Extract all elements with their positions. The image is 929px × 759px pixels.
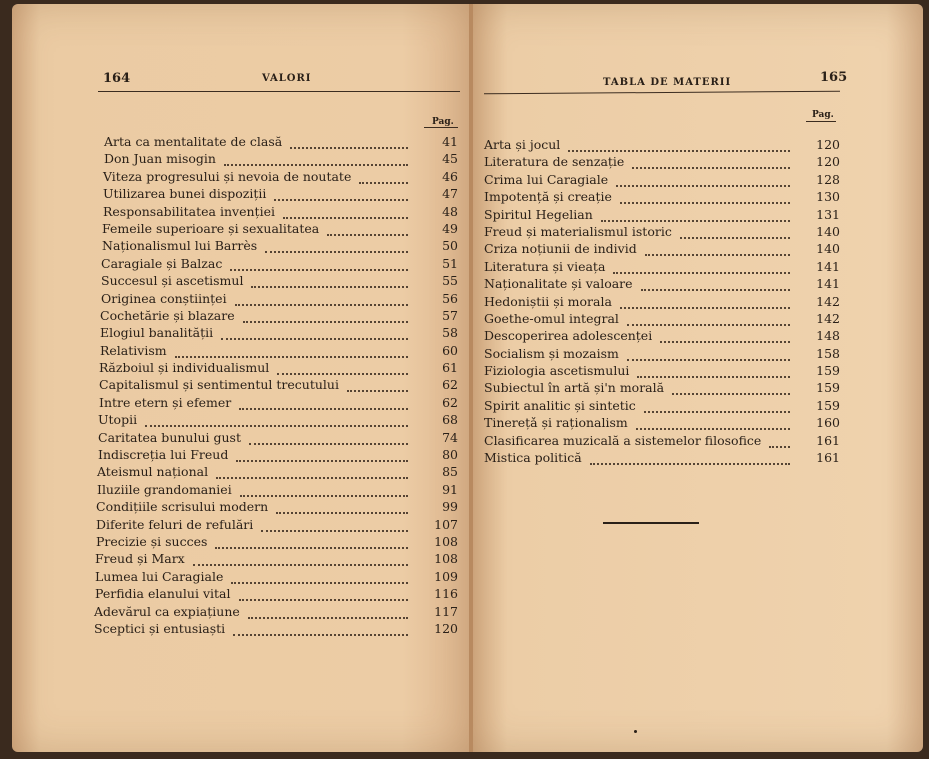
toc-entry-page: 159 (816, 397, 840, 413)
toc-entry-page: 108 (434, 533, 458, 549)
left-header-rule (98, 91, 460, 92)
toc-entry-page: 140 (816, 241, 840, 257)
toc-entry (484, 171, 842, 188)
toc-entry-title: Elogiul banalității (100, 325, 214, 341)
toc-entry (484, 414, 842, 431)
toc-entry-page: 46 (442, 168, 458, 184)
toc-leader-dots (193, 553, 408, 566)
toc-entry-page: 61 (442, 360, 458, 376)
toc-leader-dots (645, 243, 790, 256)
toc-entry-page: 161 (816, 450, 840, 466)
toc-leader-dots (627, 348, 790, 361)
toc-entry-title: Arta ca mentalitate de clasă (104, 134, 283, 149)
toc-entry-title: Literatura de senzație (484, 154, 625, 170)
toc-entry-page: 120 (434, 620, 458, 636)
toc-entry-title: Adevărul ca expiațiune (94, 603, 240, 619)
toc-entry-title: Freud și materialismul istoric (484, 223, 672, 239)
toc-entry-page: 159 (816, 380, 840, 396)
toc-entry-page: 62 (442, 394, 458, 410)
toc-entry (97, 481, 460, 498)
toc-leader-dots (601, 209, 790, 222)
toc-entry-title: Femeile superioare și sexualitatea (102, 220, 320, 236)
toc-entry-title: Relativism (100, 342, 167, 358)
toc-entry (96, 533, 460, 550)
toc-entry-title: Mistica politică (484, 450, 582, 466)
toc-entry-page: 140 (816, 223, 840, 239)
toc-entry-page: 74 (442, 429, 458, 445)
toc-entry-page: 128 (816, 171, 840, 187)
toc-entry-page: 57 (442, 307, 458, 323)
right-pag-underline (806, 121, 836, 122)
toc-entry-page: 107 (434, 516, 458, 532)
toc-entry-page: 141 (816, 276, 840, 292)
toc-entry-title: Capitalismul și sentimentul trecutului (99, 377, 339, 393)
toc-entry-title: Caragiale și Balzac (101, 255, 223, 271)
toc-entry-title: Subiectul în artă și'n morală (484, 380, 665, 396)
toc-entry-title: Criza noțiunii de individ (484, 241, 637, 257)
toc-entry-page: 148 (816, 328, 840, 344)
toc-entry (484, 188, 842, 205)
right-toc (0, 136, 842, 466)
toc-entry-page: 161 (816, 432, 840, 448)
toc-leader-dots (672, 382, 790, 395)
toc-entry-title: Caritatea bunului gust (98, 429, 241, 445)
toc-entry (484, 153, 842, 170)
toc-entry (484, 136, 842, 153)
toc-leader-dots (239, 588, 408, 601)
toc-entry-page: 99 (442, 499, 458, 515)
toc-entry-title: Spiritul Hegelian (484, 206, 593, 222)
toc-leader-dots (240, 484, 408, 497)
toc-entry (484, 397, 842, 414)
toc-entry-title: Literatura și vieața (484, 258, 606, 274)
toc-entry-title: Naționalismul lui Barrès (102, 238, 258, 254)
toc-leader-dots (216, 466, 408, 479)
toc-entry (484, 362, 842, 379)
toc-entry-title: Goethe-omul integral (484, 310, 619, 326)
toc-leader-dots (636, 417, 790, 430)
toc-entry-page: 160 (816, 415, 840, 431)
toc-leader-dots (660, 330, 790, 343)
toc-entry-page: 45 (442, 151, 458, 167)
toc-entry-page: 120 (816, 154, 840, 170)
toc-entry-page: 116 (434, 586, 458, 602)
toc-entry-title: Don Juan misogin (104, 151, 216, 167)
toc-entry-title: Succesul și ascetismul (101, 273, 244, 289)
toc-entry-page: 158 (816, 345, 840, 361)
toc-leader-dots (231, 571, 408, 584)
toc-entry-page: 109 (434, 568, 458, 584)
toc-leader-dots (637, 365, 790, 378)
toc-entry-page: 80 (442, 447, 458, 463)
toc-entry-title: Ateismul național (97, 464, 209, 480)
toc-entry (484, 449, 842, 466)
toc-leader-dots (644, 400, 790, 413)
right-pag-label: Pag. (812, 110, 834, 120)
toc-entry-page: 50 (442, 238, 458, 254)
toc-entry-page: 51 (442, 255, 458, 271)
toc-entry-title: Descoperirea adolescenței (484, 328, 653, 344)
toc-entry-title: Responsabilitatea invenției (103, 203, 275, 219)
toc-entry-title: Războiul și individualismul (99, 360, 270, 376)
toc-entry-title: Indiscreția lui Freud (98, 447, 229, 463)
toc-entry-page: 62 (442, 377, 458, 393)
toc-entry-title: Arta și jocul (484, 137, 561, 152)
toc-leader-dots (620, 296, 790, 309)
toc-leader-dots (261, 519, 408, 532)
toc-entry-page: 85 (442, 464, 458, 480)
toc-entry-title: Condițiile scrisului modern (96, 499, 269, 515)
toc-entry-page: 48 (442, 203, 458, 219)
toc-entry-title: Fiziologia ascetismului (484, 363, 630, 379)
toc-entry-page: 120 (816, 137, 840, 152)
toc-leader-dots (616, 174, 790, 187)
toc-entry-title: Spirit analitic și sintetic (484, 397, 636, 413)
toc-entry-title: Precizie și succes (96, 533, 208, 549)
toc-entry-title: Perfidia elanului vital (95, 586, 231, 602)
toc-leader-dots (769, 435, 790, 448)
left-running-title: VALORI (262, 73, 312, 84)
toc-entry-page: 41 (442, 134, 458, 149)
toc-entry-title: Sceptici și entusiaști (94, 620, 226, 636)
toc-entry-title: Iluziile grandomaniei (97, 481, 232, 497)
left-pag-underline (424, 127, 458, 128)
toc-entry-page: 58 (442, 325, 458, 341)
toc-entry (94, 620, 460, 637)
toc-entry-page: 130 (816, 189, 840, 205)
toc-entry-title: Diferite feluri de refulări (96, 516, 254, 532)
toc-entry (484, 310, 842, 327)
toc-entry (484, 240, 842, 257)
toc-leader-dots (632, 156, 790, 169)
toc-leader-dots (215, 536, 408, 549)
toc-entry (94, 603, 460, 620)
toc-entry-page: 91 (442, 481, 458, 497)
toc-entry-title: Viteza progresului și nevoia de noutate (103, 168, 352, 184)
toc-entry (484, 223, 842, 240)
right-running-title: TABLA DE MATERII (603, 77, 732, 88)
toc-entry-page: 60 (442, 342, 458, 358)
toc-entry-page: 117 (434, 603, 458, 619)
toc-entry (484, 432, 842, 449)
toc-leader-dots (620, 191, 790, 204)
toc-entry (95, 568, 460, 585)
toc-leader-dots (248, 606, 408, 619)
toc-entry-page: 47 (442, 186, 458, 202)
toc-leader-dots (613, 261, 790, 274)
toc-entry (484, 293, 842, 310)
toc-entry (484, 206, 842, 223)
toc-entry (484, 258, 842, 275)
toc-entry-title: Utilizarea bunei dispoziții (103, 186, 267, 202)
right-page-number: 165 (820, 70, 848, 85)
toc-leader-dots (276, 501, 408, 514)
page-mark (634, 730, 637, 733)
toc-entry-title: Freud și Marx (95, 551, 185, 567)
toc-entry-title: Lumea lui Caragiale (95, 568, 224, 584)
toc-entry (95, 550, 460, 567)
toc-entry-title: Impotență și creație (484, 189, 612, 205)
toc-entry-page: 56 (442, 290, 458, 306)
toc-entry-title: Utopii (98, 412, 138, 428)
toc-entry (484, 345, 842, 362)
toc-entry-title: Clasificarea muzicală a sistemelor filosofice (484, 432, 762, 448)
toc-entry (96, 516, 460, 533)
toc-entry-page: 142 (816, 293, 840, 309)
toc-entry-page: 108 (434, 551, 458, 567)
toc-entry (484, 379, 842, 396)
toc-entry-page: 68 (442, 412, 458, 428)
toc-entry-page: 131 (816, 206, 840, 222)
toc-leader-dots (568, 139, 790, 152)
toc-entry (95, 585, 460, 602)
toc-entry-title: Crima lui Caragiale (484, 171, 609, 187)
toc-entry (484, 327, 842, 344)
toc-entry-page: 141 (816, 258, 840, 274)
toc-entry (484, 275, 842, 292)
toc-leader-dots (641, 278, 790, 291)
toc-leader-dots (627, 313, 790, 326)
toc-entry-page: 159 (816, 363, 840, 379)
toc-entry-title: Originea conștiinței (101, 290, 227, 306)
toc-entry-title: Cochetărie și blazare (100, 307, 235, 323)
toc-leader-dots (680, 226, 790, 239)
toc-leader-dots (233, 623, 408, 636)
toc-entry-title: Socialism și mozaism (484, 345, 619, 361)
toc-entry-page: 55 (442, 273, 458, 289)
left-page-number: 164 (103, 71, 131, 86)
left-pag-label: Pag. (432, 117, 454, 127)
toc-entry-title: Intre etern și efemer (99, 394, 232, 410)
toc-entry-page: 49 (442, 220, 458, 236)
closing-rule (603, 522, 699, 524)
toc-leader-dots (590, 452, 790, 465)
toc-entry-title: Tinerețǎ și raționalism (484, 415, 628, 431)
toc-entry (96, 498, 460, 515)
toc-entry-page: 142 (816, 310, 840, 326)
toc-entry-title: Naționalitate și valoare (484, 276, 633, 292)
toc-entry-title: Hedoniștii și morala (484, 293, 612, 309)
